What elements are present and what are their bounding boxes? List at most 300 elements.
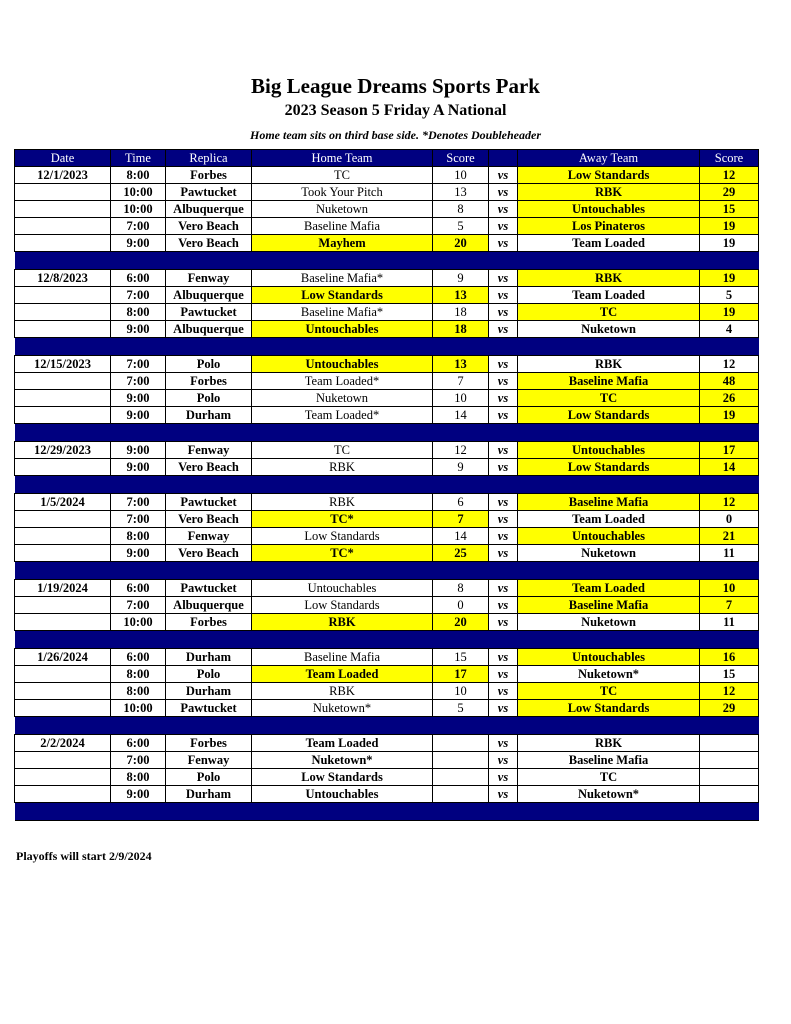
vs-label: vs (489, 511, 518, 528)
week-separator (15, 562, 759, 580)
game-date (15, 597, 111, 614)
vs-label: vs (489, 390, 518, 407)
home-score: 5 (433, 700, 489, 717)
page-title: Big League Dreams Sports Park (251, 74, 540, 98)
game-date (15, 321, 111, 338)
game-replica: Pawtucket (166, 494, 252, 511)
game-replica: Pawtucket (166, 184, 252, 201)
game-date (15, 528, 111, 545)
game-time: 9:00 (111, 390, 166, 407)
game-replica: Fenway (166, 528, 252, 545)
home-team: Nuketown (252, 201, 433, 218)
vs-label: vs (489, 494, 518, 511)
game-row (15, 528, 759, 545)
separator-band (15, 717, 759, 735)
away-score: 5 (700, 287, 759, 304)
game-replica: Vero Beach (166, 459, 252, 476)
away-team: Baseline Mafia (518, 597, 700, 614)
game-row (15, 545, 759, 562)
game-date: 1/26/2024 (15, 649, 111, 666)
away-team: Low Standards (518, 407, 700, 424)
col-header-replica: Replica (166, 150, 252, 167)
home-score: 13 (433, 184, 489, 201)
away-team: Baseline Mafia (518, 373, 700, 390)
game-row (15, 235, 759, 252)
home-score: 10 (433, 167, 489, 184)
away-score (700, 735, 759, 752)
game-row (15, 287, 759, 304)
home-score: 18 (433, 321, 489, 338)
game-row (15, 683, 759, 700)
game-date: 1/19/2024 (15, 580, 111, 597)
separator-band (15, 631, 759, 649)
col-header-away-team: Away Team (518, 150, 700, 167)
home-score: 20 (433, 614, 489, 631)
game-replica: Forbes (166, 167, 252, 184)
game-time: 7:00 (111, 511, 166, 528)
home-score (433, 786, 489, 803)
game-date: 12/29/2023 (15, 442, 111, 459)
game-replica: Fenway (166, 752, 252, 769)
table-header-row (15, 150, 759, 167)
vs-label: vs (489, 407, 518, 424)
game-row (15, 735, 759, 752)
game-date (15, 511, 111, 528)
game-date (15, 545, 111, 562)
away-team: Team Loaded (518, 580, 700, 597)
game-date (15, 700, 111, 717)
vs-label: vs (489, 666, 518, 683)
home-score: 13 (433, 356, 489, 373)
away-score: 19 (700, 235, 759, 252)
week-separator (15, 476, 759, 494)
vs-label: vs (489, 597, 518, 614)
home-score: 0 (433, 597, 489, 614)
game-replica: Forbes (166, 373, 252, 390)
game-replica: Fenway (166, 442, 252, 459)
week-separator (15, 631, 759, 649)
vs-label: vs (489, 649, 518, 666)
game-replica: Vero Beach (166, 511, 252, 528)
week-separator (15, 424, 759, 442)
away-team: TC (518, 683, 700, 700)
home-team-note: Home team sits on third base side. *Denotes Doubleheader (250, 128, 541, 142)
home-score: 20 (433, 235, 489, 252)
home-team: RBK (252, 614, 433, 631)
vs-label: vs (489, 683, 518, 700)
away-team: Untouchables (518, 528, 700, 545)
away-team: Baseline Mafia (518, 752, 700, 769)
vs-label: vs (489, 287, 518, 304)
home-team: Untouchables (252, 356, 433, 373)
home-score: 7 (433, 511, 489, 528)
game-replica: Polo (166, 769, 252, 786)
game-date (15, 459, 111, 476)
game-time: 8:00 (111, 167, 166, 184)
game-date (15, 752, 111, 769)
home-score (433, 769, 489, 786)
game-date: 12/1/2023 (15, 167, 111, 184)
home-team: Team Loaded (252, 735, 433, 752)
game-row (15, 321, 759, 338)
home-score: 10 (433, 390, 489, 407)
game-row (15, 494, 759, 511)
game-time: 8:00 (111, 666, 166, 683)
col-header-away-score: Score (700, 150, 759, 167)
away-score: 15 (700, 666, 759, 683)
game-time: 9:00 (111, 235, 166, 252)
away-team: Nuketown (518, 614, 700, 631)
game-replica: Polo (166, 390, 252, 407)
game-replica: Albuquerque (166, 201, 252, 218)
away-score: 0 (700, 511, 759, 528)
vs-label: vs (489, 373, 518, 390)
schedule-body (15, 167, 759, 821)
home-score (433, 752, 489, 769)
game-row (15, 304, 759, 321)
away-team: Nuketown* (518, 666, 700, 683)
game-replica: Forbes (166, 614, 252, 631)
game-row (15, 270, 759, 287)
away-score: 26 (700, 390, 759, 407)
vs-label: vs (489, 218, 518, 235)
game-time: 6:00 (111, 649, 166, 666)
game-replica: Albuquerque (166, 287, 252, 304)
home-score: 8 (433, 201, 489, 218)
away-score: 29 (700, 184, 759, 201)
game-replica: Vero Beach (166, 235, 252, 252)
home-team: Untouchables (252, 786, 433, 803)
vs-label: vs (489, 459, 518, 476)
away-team: RBK (518, 270, 700, 287)
away-team: Low Standards (518, 700, 700, 717)
home-team: Untouchables (252, 580, 433, 597)
home-team: Low Standards (252, 528, 433, 545)
game-replica: Durham (166, 683, 252, 700)
game-date (15, 786, 111, 803)
separator-band (15, 803, 759, 821)
game-row (15, 666, 759, 683)
away-score: 12 (700, 494, 759, 511)
game-row (15, 373, 759, 390)
away-score: 7 (700, 597, 759, 614)
game-date (15, 769, 111, 786)
home-team: Team Loaded* (252, 373, 433, 390)
vs-label: vs (489, 614, 518, 631)
game-time: 7:00 (111, 356, 166, 373)
home-team: Nuketown* (252, 700, 433, 717)
game-row (15, 769, 759, 786)
away-score: 15 (700, 201, 759, 218)
game-date (15, 201, 111, 218)
game-replica: Fenway (166, 270, 252, 287)
vs-label: vs (489, 528, 518, 545)
vs-label: vs (489, 442, 518, 459)
home-team: Nuketown (252, 390, 433, 407)
col-header-date: Date (15, 150, 111, 167)
away-score: 17 (700, 442, 759, 459)
away-team: Untouchables (518, 442, 700, 459)
home-team: Took Your Pitch (252, 184, 433, 201)
game-date (15, 666, 111, 683)
home-score: 8 (433, 580, 489, 597)
vs-label: vs (489, 201, 518, 218)
home-team: Team Loaded (252, 666, 433, 683)
away-team: TC (518, 304, 700, 321)
game-time: 8:00 (111, 683, 166, 700)
game-row (15, 407, 759, 424)
away-score: 11 (700, 545, 759, 562)
game-date: 1/5/2024 (15, 494, 111, 511)
vs-label: vs (489, 769, 518, 786)
game-row (15, 597, 759, 614)
home-score: 9 (433, 270, 489, 287)
game-row (15, 786, 759, 803)
game-time: 9:00 (111, 545, 166, 562)
away-score: 11 (700, 614, 759, 631)
home-team: TC (252, 442, 433, 459)
home-score: 14 (433, 528, 489, 545)
home-score: 25 (433, 545, 489, 562)
col-header-time: Time (111, 150, 166, 167)
home-score: 18 (433, 304, 489, 321)
vs-label: vs (489, 735, 518, 752)
season-subtitle: 2023 Season 5 Friday A National (284, 102, 507, 119)
game-date (15, 614, 111, 631)
home-team: TC* (252, 545, 433, 562)
week-separator (15, 338, 759, 356)
home-team: TC (252, 167, 433, 184)
away-team: Nuketown (518, 321, 700, 338)
home-team: Baseline Mafia (252, 218, 433, 235)
vs-label: vs (489, 356, 518, 373)
game-time: 6:00 (111, 270, 166, 287)
game-time: 9:00 (111, 321, 166, 338)
game-time: 9:00 (111, 459, 166, 476)
away-score: 29 (700, 700, 759, 717)
game-row (15, 167, 759, 184)
game-time: 7:00 (111, 218, 166, 235)
week-separator (15, 803, 759, 821)
game-time: 10:00 (111, 614, 166, 631)
home-team: Low Standards (252, 287, 433, 304)
home-team: Baseline Mafia* (252, 270, 433, 287)
col-header-vs (489, 150, 518, 167)
home-team: Nuketown* (252, 752, 433, 769)
home-team: Untouchables (252, 321, 433, 338)
game-time: 6:00 (111, 735, 166, 752)
game-replica: Polo (166, 666, 252, 683)
vs-label: vs (489, 304, 518, 321)
schedule-table (14, 149, 759, 821)
game-date (15, 287, 111, 304)
game-date (15, 390, 111, 407)
game-replica: Pawtucket (166, 304, 252, 321)
game-time: 9:00 (111, 786, 166, 803)
away-team: Los Pinateros (518, 218, 700, 235)
week-separator (15, 717, 759, 735)
vs-label: vs (489, 321, 518, 338)
away-team: Baseline Mafia (518, 494, 700, 511)
game-time: 8:00 (111, 528, 166, 545)
game-replica: Forbes (166, 735, 252, 752)
game-date: 12/15/2023 (15, 356, 111, 373)
game-date (15, 304, 111, 321)
home-score: 13 (433, 287, 489, 304)
away-team: Low Standards (518, 459, 700, 476)
away-team: Untouchables (518, 201, 700, 218)
game-date (15, 683, 111, 700)
game-date (15, 407, 111, 424)
game-row (15, 459, 759, 476)
away-score: 19 (700, 218, 759, 235)
week-separator (15, 252, 759, 270)
game-time: 10:00 (111, 201, 166, 218)
away-team: RBK (518, 356, 700, 373)
home-team: Mayhem (252, 235, 433, 252)
home-score: 12 (433, 442, 489, 459)
game-time: 10:00 (111, 700, 166, 717)
away-score: 12 (700, 356, 759, 373)
game-date: 2/2/2024 (15, 735, 111, 752)
game-time: 7:00 (111, 494, 166, 511)
game-row (15, 201, 759, 218)
away-score: 48 (700, 373, 759, 390)
away-team: RBK (518, 184, 700, 201)
home-score: 10 (433, 683, 489, 700)
col-header-home-team: Home Team (252, 150, 433, 167)
game-replica: Pawtucket (166, 700, 252, 717)
vs-label: vs (489, 167, 518, 184)
game-time: 7:00 (111, 752, 166, 769)
home-score: 14 (433, 407, 489, 424)
away-team: Team Loaded (518, 511, 700, 528)
game-row (15, 700, 759, 717)
home-team: Low Standards (252, 597, 433, 614)
away-score: 4 (700, 321, 759, 338)
game-replica: Durham (166, 649, 252, 666)
game-row (15, 649, 759, 666)
home-score: 5 (433, 218, 489, 235)
game-replica: Albuquerque (166, 321, 252, 338)
game-replica: Polo (166, 356, 252, 373)
game-replica: Pawtucket (166, 580, 252, 597)
vs-label: vs (489, 786, 518, 803)
game-row (15, 218, 759, 235)
home-score: 6 (433, 494, 489, 511)
away-score: 16 (700, 649, 759, 666)
game-row (15, 614, 759, 631)
separator-band (15, 338, 759, 356)
away-team: RBK (518, 735, 700, 752)
vs-label: vs (489, 235, 518, 252)
away-score: 19 (700, 270, 759, 287)
game-row (15, 442, 759, 459)
game-row (15, 752, 759, 769)
game-replica: Durham (166, 786, 252, 803)
home-team: Baseline Mafia (252, 649, 433, 666)
away-score: 10 (700, 580, 759, 597)
vs-label: vs (489, 545, 518, 562)
home-team: Team Loaded* (252, 407, 433, 424)
away-score: 19 (700, 407, 759, 424)
away-team: Nuketown (518, 545, 700, 562)
home-team: RBK (252, 494, 433, 511)
away-team: Nuketown* (518, 786, 700, 803)
game-date (15, 235, 111, 252)
vs-label: vs (489, 184, 518, 201)
vs-label: vs (489, 270, 518, 287)
game-replica: Vero Beach (166, 218, 252, 235)
away-team: Team Loaded (518, 287, 700, 304)
away-team: Team Loaded (518, 235, 700, 252)
game-time: 7:00 (111, 287, 166, 304)
home-score: 17 (433, 666, 489, 683)
away-score: 12 (700, 167, 759, 184)
separator-band (15, 252, 759, 270)
game-replica: Vero Beach (166, 545, 252, 562)
game-replica: Durham (166, 407, 252, 424)
game-time: 7:00 (111, 597, 166, 614)
separator-band (15, 424, 759, 442)
game-time: 6:00 (111, 580, 166, 597)
home-team: Low Standards (252, 769, 433, 786)
game-date (15, 218, 111, 235)
game-row (15, 356, 759, 373)
game-row (15, 511, 759, 528)
home-team: RBK (252, 459, 433, 476)
game-replica: Albuquerque (166, 597, 252, 614)
home-team: RBK (252, 683, 433, 700)
game-date (15, 373, 111, 390)
away-score (700, 752, 759, 769)
home-score: 15 (433, 649, 489, 666)
away-score (700, 769, 759, 786)
home-score: 7 (433, 373, 489, 390)
col-header-home-score: Score (433, 150, 489, 167)
game-time: 8:00 (111, 304, 166, 321)
game-row (15, 580, 759, 597)
away-score: 14 (700, 459, 759, 476)
away-score: 21 (700, 528, 759, 545)
separator-band (15, 476, 759, 494)
game-time: 9:00 (111, 407, 166, 424)
game-time: 10:00 (111, 184, 166, 201)
playoffs-note: Playoffs will start 2/9/2024 (16, 849, 152, 863)
home-team: TC* (252, 511, 433, 528)
vs-label: vs (489, 752, 518, 769)
away-team: Low Standards (518, 167, 700, 184)
game-time: 9:00 (111, 442, 166, 459)
separator-band (15, 562, 759, 580)
away-score: 12 (700, 683, 759, 700)
vs-label: vs (489, 580, 518, 597)
game-time: 7:00 (111, 373, 166, 390)
game-row (15, 390, 759, 407)
home-score: 9 (433, 459, 489, 476)
away-score (700, 786, 759, 803)
game-row (15, 184, 759, 201)
home-team: Baseline Mafia* (252, 304, 433, 321)
vs-label: vs (489, 700, 518, 717)
game-time: 8:00 (111, 769, 166, 786)
away-team: TC (518, 769, 700, 786)
game-date (15, 184, 111, 201)
home-score (433, 735, 489, 752)
game-date: 12/8/2023 (15, 270, 111, 287)
away-team: Untouchables (518, 649, 700, 666)
away-score: 19 (700, 304, 759, 321)
